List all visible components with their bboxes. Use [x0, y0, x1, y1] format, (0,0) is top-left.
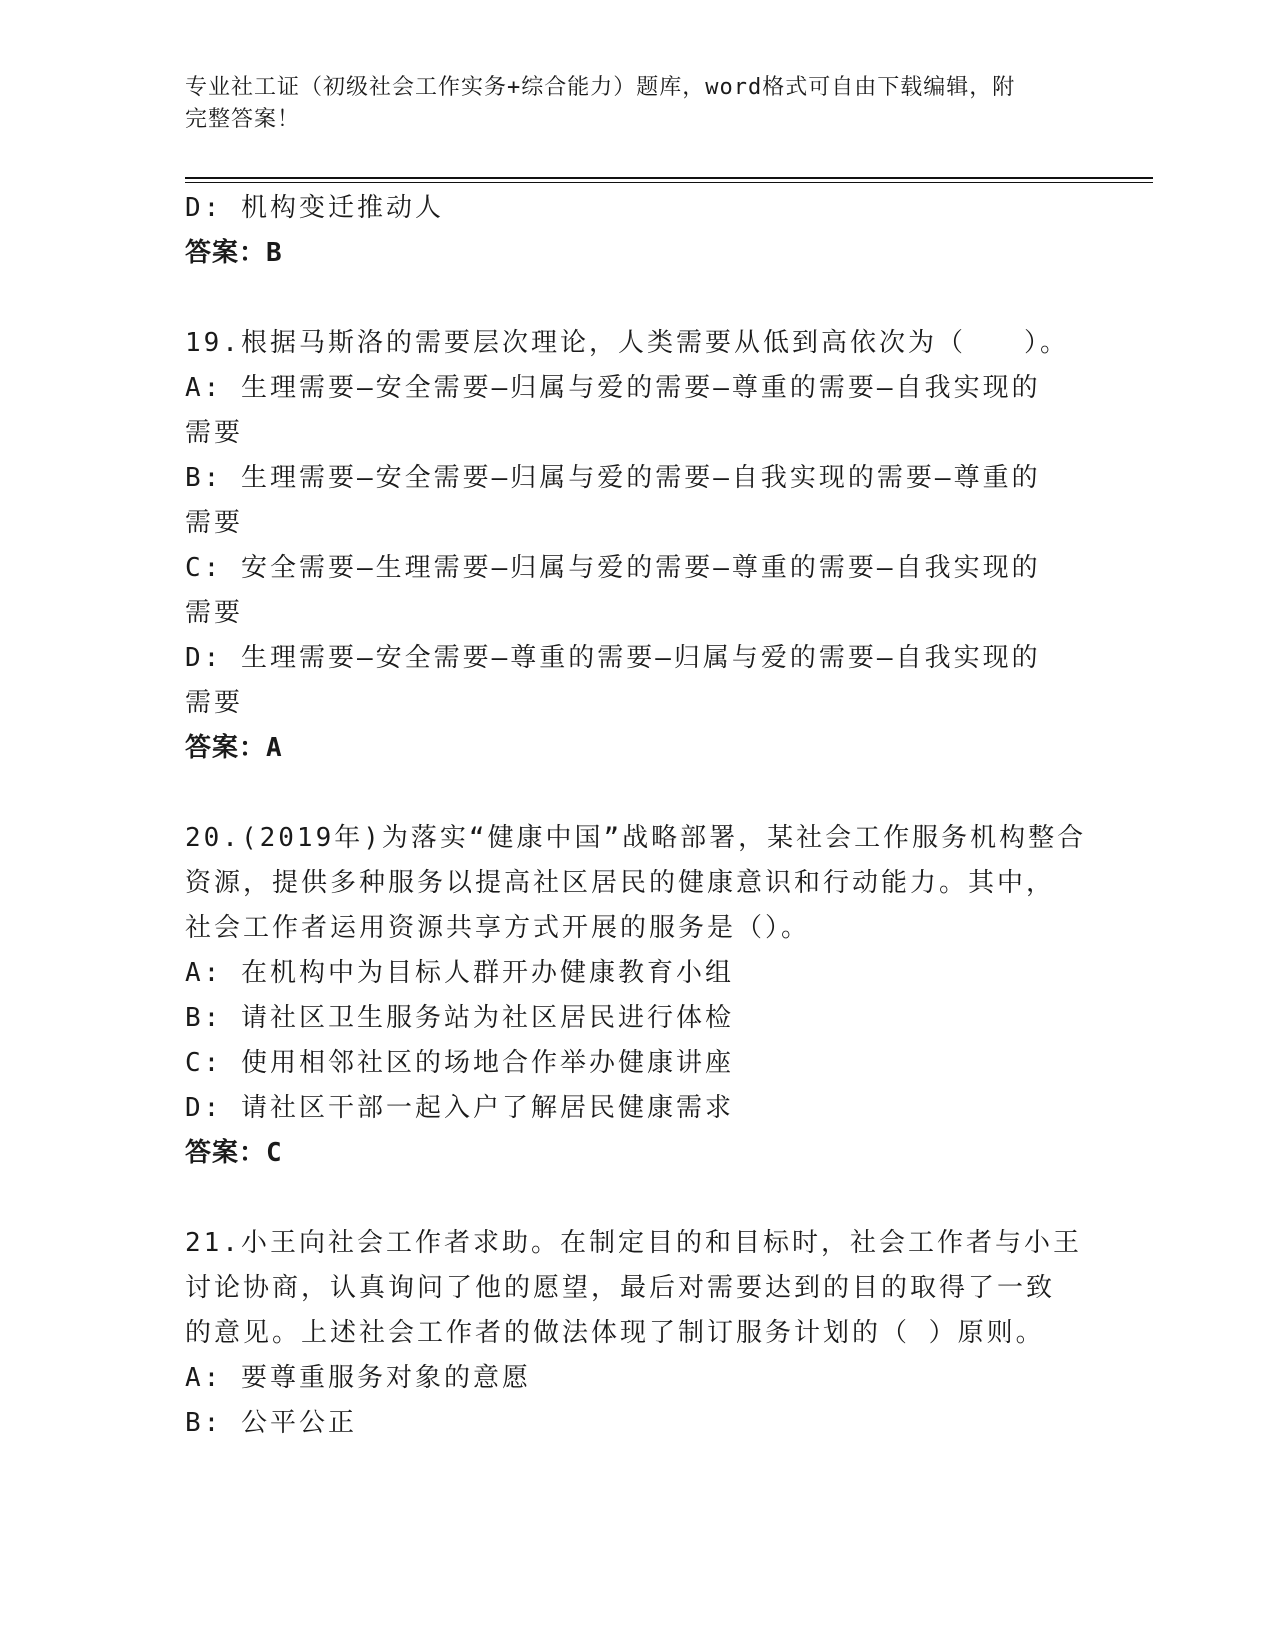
q20-option-c: C: 使用相邻社区的场地合作举办健康讲座 — [185, 1048, 734, 1078]
q20-stem-line1: 20.(2019年)为落实“健康中国”战略部署，某社会工作服务机构整合 — [185, 823, 1087, 853]
q20-option-b: B: 请社区卫生服务站为社区居民进行体检 — [185, 1003, 734, 1033]
q19-option-b-line1: B: 生理需要—安全需要—归属与爱的需要—自我实现的需要—尊重的 — [185, 463, 1041, 493]
q21-stem-line2: 讨论协商，认真询问了他的愿望，最后对需要达到的目的取得了一致 — [185, 1273, 1056, 1303]
prev-answer: 答案：B — [185, 238, 283, 268]
header-rule-thick — [185, 177, 1153, 179]
q19-stem: 19.根据马斯洛的需要层次理论，人类需要从低到高依次为（ ）。 — [185, 328, 1069, 358]
question-21 — [185, 1221, 1085, 1446]
q19-option-d-line2: 需要 — [185, 688, 244, 718]
q20-option-a: A: 在机构中为目标人群开办健康教育小组 — [185, 958, 734, 988]
q19-option-d-line1: D: 生理需要—安全需要—尊重的需要—归属与爱的需要—自我实现的 — [185, 643, 1041, 673]
header-rule-thin — [185, 182, 1153, 183]
q20-option-d: D: 请社区干部一起入户了解居民健康需求 — [185, 1093, 734, 1123]
header-line-1: 专业社工证（初级社会工作实务+综合能力）题库，word格式可自由下载编辑，附 — [185, 75, 1016, 100]
q19-option-b-line2: 需要 — [185, 508, 244, 538]
q21-option-b: B: 公平公正 — [185, 1408, 357, 1438]
q19-answer: 答案：A — [185, 733, 283, 763]
q20-answer: 答案：C — [185, 1138, 283, 1168]
q20-stem-line3: 社会工作者运用资源共享方式开展的服务是（）。 — [185, 913, 811, 943]
q21-option-a: A: 要尊重服务对象的意愿 — [185, 1363, 531, 1393]
question-20 — [185, 816, 1085, 1176]
question-19 — [185, 321, 1085, 771]
document-body — [185, 186, 1085, 1446]
q21-stem-line3: 的意见。上述社会工作者的做法体现了制订服务计划的（ ）原则。 — [185, 1318, 1045, 1348]
q19-option-c-line2: 需要 — [185, 598, 244, 628]
q21-stem-line1: 21.小王向社会工作者求助。在制定目的和目标时，社会工作者与小王 — [185, 1228, 1082, 1258]
prev-option-d: D: 机构变迁推动人 — [185, 193, 444, 223]
q19-option-a-line2: 需要 — [185, 418, 244, 448]
header-line-2: 完整答案！ — [185, 107, 301, 132]
spacer — [185, 771, 1085, 816]
spacer — [185, 276, 1085, 321]
page-header — [185, 72, 1085, 136]
q20-stem-line2: 资源，提供多种服务以提高社区居民的健康意识和行动能力。其中， — [185, 868, 1056, 898]
q19-option-c-line1: C: 安全需要—生理需要—归属与爱的需要—尊重的需要—自我实现的 — [185, 553, 1041, 583]
q19-option-a-line1: A: 生理需要—安全需要—归属与爱的需要—尊重的需要—自我实现的 — [185, 373, 1041, 403]
spacer — [185, 1176, 1085, 1221]
